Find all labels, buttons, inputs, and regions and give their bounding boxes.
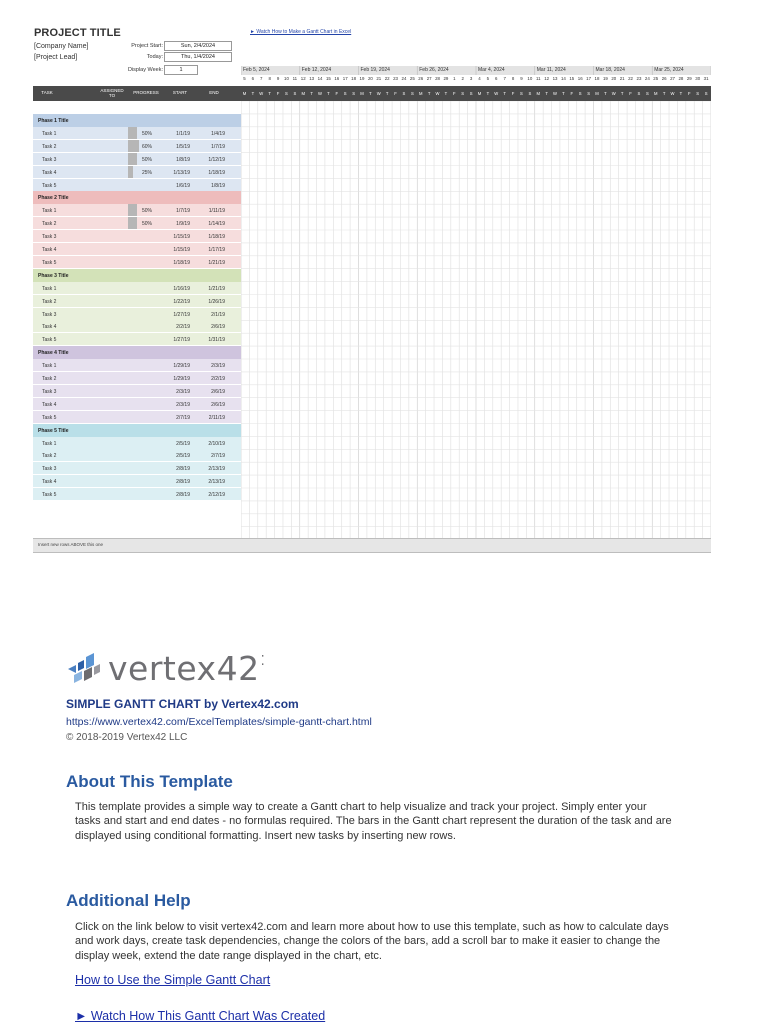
progress-value: 50% xyxy=(141,208,152,215)
day-number: 6 xyxy=(495,76,498,81)
start-date: 2/7/19 xyxy=(176,414,190,421)
display-week-field[interactable]: 1 xyxy=(164,65,198,75)
watch-video-link[interactable]: ► Watch How to Make a Gantt Chart in Excel xyxy=(250,29,352,35)
task-name: Task 2 xyxy=(42,221,57,228)
day-letter: M xyxy=(595,91,599,96)
day-letter: M xyxy=(301,91,305,96)
day-number: 24 xyxy=(401,76,407,81)
task-name: Task 4 xyxy=(42,401,57,408)
task-name: Task 5 xyxy=(42,182,57,189)
day-letter: W xyxy=(318,91,322,96)
week-label: Feb 19, 2024 xyxy=(360,67,390,73)
project-title: PROJECT TITLE xyxy=(34,27,121,39)
day-number: 25 xyxy=(653,76,659,81)
start-date: 2/8/19 xyxy=(176,466,190,473)
logo-wordmark: vertex42 xyxy=(108,648,260,688)
day-letter: M xyxy=(242,91,247,96)
task-name: Task 5 xyxy=(42,492,57,499)
day-letter: T xyxy=(604,91,607,96)
day-number: 3 xyxy=(469,76,473,81)
end-date: 2/6/19 xyxy=(211,388,225,395)
task-row[interactable] xyxy=(33,359,241,372)
day-number: 31 xyxy=(703,76,709,81)
day-letter: T xyxy=(503,91,506,96)
day-number: 20 xyxy=(367,76,373,81)
end-date: 1/4/19 xyxy=(211,130,225,137)
task-row[interactable] xyxy=(33,449,241,462)
day-number: 30 xyxy=(695,76,701,81)
project-lead: [Project Lead] xyxy=(34,54,78,61)
task-name: Task 1 xyxy=(42,285,57,292)
day-number: 8 xyxy=(511,76,515,81)
day-letter: M xyxy=(360,91,364,96)
day-letter: T xyxy=(327,91,330,96)
day-number: 15 xyxy=(569,76,575,81)
day-letter: F xyxy=(335,91,339,96)
task-row[interactable] xyxy=(33,140,241,153)
vertex42-logo xyxy=(66,648,265,688)
start-date: 1/15/19 xyxy=(173,247,190,253)
phase-row[interactable] xyxy=(33,114,241,127)
progress-column-header: PROGRESS xyxy=(133,90,159,96)
day-number: 12 xyxy=(300,76,306,81)
end-date: 1/7/19 xyxy=(211,143,225,150)
company-name: [Company Name] xyxy=(34,43,89,50)
column-header-row xyxy=(33,86,711,101)
end-date: 2/11/19 xyxy=(208,414,225,421)
day-number: 23 xyxy=(393,76,398,81)
start-date: 2/5/19 xyxy=(176,453,190,460)
day-number: 14 xyxy=(317,76,323,81)
task-name: Task 1 xyxy=(42,208,57,215)
day-letter: M xyxy=(654,91,658,96)
week-label: Mar 4, 2024 xyxy=(478,67,505,73)
day-number: 27 xyxy=(670,76,675,81)
phase-title: Phase 5 Title xyxy=(38,427,69,434)
task-row[interactable] xyxy=(33,372,241,385)
task-row[interactable] xyxy=(33,333,241,346)
day-letter: T xyxy=(562,91,565,96)
day-number: 26 xyxy=(661,76,667,81)
day-letter: S xyxy=(343,91,347,96)
end-date: 1/17/19 xyxy=(208,247,225,253)
start-date: 1/27/19 xyxy=(173,337,190,344)
start-date: 1/18/19 xyxy=(173,259,190,266)
day-letter: S xyxy=(528,91,532,96)
day-number: 26 xyxy=(418,76,424,81)
end-date: 2/6/19 xyxy=(211,324,225,331)
start-date: 1/29/19 xyxy=(173,363,190,370)
week-label: Feb 5, 2024 xyxy=(243,67,270,73)
task-row[interactable] xyxy=(33,462,241,475)
start-date: 2/8/19 xyxy=(176,492,190,499)
logo-mark-icon xyxy=(66,651,102,685)
day-letter: W xyxy=(494,91,499,96)
day-number: 4 xyxy=(478,76,481,81)
task-name: Task 2 xyxy=(42,376,57,382)
day-letter: T xyxy=(620,91,624,96)
day-letter: M xyxy=(419,91,423,96)
task-row[interactable] xyxy=(33,437,241,450)
end-date: 2/13/19 xyxy=(208,479,225,486)
phase-row[interactable] xyxy=(33,346,241,359)
day-number: 29 xyxy=(686,76,692,81)
start-column-header: START xyxy=(172,90,188,96)
day-number: 24 xyxy=(644,76,650,81)
day-number: 7 xyxy=(260,76,263,81)
start-date: 1/1/19 xyxy=(176,130,190,137)
day-letter: S xyxy=(587,91,590,96)
day-letter: T xyxy=(427,91,431,96)
watch-created-link[interactable]: ► Watch How This Gantt Chart Was Created xyxy=(75,1009,326,1023)
week-label: Mar 11, 2024 xyxy=(536,67,566,73)
end-column-header: END xyxy=(209,90,219,96)
task-name: Task 1 xyxy=(42,440,57,447)
day-letter: T xyxy=(679,91,683,96)
phase-title: Phase 3 Title xyxy=(38,272,69,279)
day-letter: W xyxy=(435,91,440,96)
brand-title: SIMPLE GANTT CHART by Vertex42.com xyxy=(66,697,299,711)
day-letter: S xyxy=(402,91,406,96)
task-name: Task 4 xyxy=(42,324,57,331)
end-date: 1/21/19 xyxy=(208,259,225,266)
day-number: 28 xyxy=(435,76,440,81)
task-row[interactable] xyxy=(33,308,241,321)
task-name: Task 1 xyxy=(42,363,57,370)
end-date: 1/21/19 xyxy=(208,285,225,292)
task-row[interactable] xyxy=(33,295,241,308)
start-date: 1/7/19 xyxy=(176,208,190,215)
end-date: 2/6/19 xyxy=(211,401,225,408)
day-letter: F xyxy=(453,91,456,96)
task-row[interactable] xyxy=(33,320,241,333)
day-number: 16 xyxy=(334,76,340,81)
copyright-text: © 2018-2019 Vertex42 LLC xyxy=(66,732,188,743)
brand-url-link[interactable]: https://www.vertex42.com/ExcelTemplates/simple-gantt-chart.html xyxy=(66,716,372,728)
progress-value: 50% xyxy=(141,221,152,228)
insert-rows-note: Insert new rows ABOVE this one xyxy=(38,542,104,547)
end-date: 2/7/19 xyxy=(211,453,225,460)
day-letter: T xyxy=(310,91,313,96)
end-date: 2/12/19 xyxy=(208,492,225,499)
start-date: 1/13/19 xyxy=(173,169,190,176)
day-letter: W xyxy=(376,91,381,96)
task-name: Task 5 xyxy=(42,414,57,421)
end-date: 1/14/19 xyxy=(208,221,225,228)
today-field[interactable]: Thu, 1/4/2024 xyxy=(164,52,232,62)
day-letter: T xyxy=(662,91,666,96)
day-number: 7 xyxy=(503,76,506,81)
day-number: 5 xyxy=(486,76,490,81)
start-date: 1/5/19 xyxy=(176,143,190,150)
day-letter: F xyxy=(570,91,574,96)
start-date: 1/27/19 xyxy=(173,311,190,318)
day-letter: T xyxy=(486,91,490,96)
start-date: 1/16/19 xyxy=(173,285,190,292)
start-date: 1/22/19 xyxy=(173,298,190,305)
start-date: 1/15/19 xyxy=(173,234,190,241)
end-date: 1/11/19 xyxy=(208,208,225,215)
day-letter: S xyxy=(293,91,297,96)
day-letter: S xyxy=(285,91,288,96)
day-letter: S xyxy=(352,91,355,96)
phase-title: Phase 2 Title xyxy=(38,195,69,202)
day-number: 2 xyxy=(461,76,464,81)
day-letter: W xyxy=(611,91,616,96)
day-number: 18 xyxy=(351,76,357,81)
day-letter: F xyxy=(276,91,280,96)
day-letter: T xyxy=(545,91,548,96)
task-row[interactable] xyxy=(33,230,241,243)
day-number: 20 xyxy=(611,76,617,81)
day-number: 6 xyxy=(251,76,255,81)
task-name: Task 3 xyxy=(42,156,57,163)
day-number: 9 xyxy=(520,76,523,81)
task-row[interactable] xyxy=(33,166,241,179)
task-row[interactable] xyxy=(33,204,241,217)
day-letter: W xyxy=(670,91,675,96)
day-letter: T xyxy=(444,91,448,96)
day-letter: F xyxy=(629,91,632,96)
day-number: 22 xyxy=(628,76,633,81)
display-week-label: Display Week: xyxy=(127,67,163,73)
phase-title: Phase 1 Title xyxy=(38,118,69,124)
task-name: Task 3 xyxy=(42,388,57,395)
day-number: 21 xyxy=(619,76,625,81)
progress-value: 50% xyxy=(141,130,152,137)
task-name: Task 1 xyxy=(42,130,57,137)
day-number: 19 xyxy=(602,76,608,81)
day-number: 21 xyxy=(376,76,382,81)
day-number: 9 xyxy=(276,76,280,81)
day-number: 11 xyxy=(535,76,541,81)
task-row[interactable] xyxy=(33,475,241,488)
day-letter: T xyxy=(385,91,389,96)
start-date: 2/3/19 xyxy=(176,388,190,395)
task-row[interactable] xyxy=(33,179,241,192)
about-paragraph: This template provides a simple way to create a Gantt chart to help visualize and track your project. Simply enter your tasks and start and end dates - no formulas required. The bars in the Gantt chart represent the duration of the task and are displayed using conditional formatting. Insert new tasks by inserting new rows. xyxy=(75,801,672,842)
logo-dot-icon: ⁚ xyxy=(260,653,265,668)
week-label: Feb 12, 2024 xyxy=(301,67,332,73)
day-number: 17 xyxy=(342,76,348,81)
task-row[interactable] xyxy=(33,398,241,411)
day-letter: S xyxy=(410,91,414,96)
task-row[interactable] xyxy=(33,385,241,398)
help-paragraph: Click on the link below to visit vertex42.com and learn more about how to use this template, such as how to calculate days and work days, create task dependencies, change the colors of the bars, add a scroll bar to make it easier to change the display week, extend the date range displayed in the chart, etc. xyxy=(75,921,669,962)
assigned-column-header: ASSIGNED TO xyxy=(100,87,124,98)
gantt-grid xyxy=(241,101,711,553)
end-date: 2/13/19 xyxy=(208,466,225,473)
phase-title: Phase 4 Title xyxy=(38,350,69,357)
task-column-header: TASK xyxy=(41,90,53,96)
task-name: Task 2 xyxy=(42,453,57,460)
phase-row[interactable] xyxy=(33,269,241,282)
end-date: 2/3/19 xyxy=(211,363,225,370)
start-date: 1/6/19 xyxy=(176,182,190,189)
task-name: Task 5 xyxy=(42,259,57,266)
task-name: Task 5 xyxy=(42,337,57,344)
task-row[interactable] xyxy=(33,256,241,269)
day-number: 15 xyxy=(325,76,331,81)
start-date: 1/9/19 xyxy=(176,221,190,228)
timeline-header xyxy=(241,66,711,86)
start-date: 2/3/19 xyxy=(176,401,190,408)
day-number: 8 xyxy=(268,76,271,81)
phase-row[interactable] xyxy=(33,191,241,204)
day-letter: S xyxy=(637,91,641,96)
progress-value: 60% xyxy=(141,143,152,150)
end-date: 1/18/19 xyxy=(208,234,225,241)
end-date: 1/26/19 xyxy=(208,298,225,305)
insert-row-band xyxy=(33,538,711,553)
day-letter: M xyxy=(477,91,482,96)
day-number: 18 xyxy=(594,76,600,81)
week-label: Mar 18, 2024 xyxy=(595,67,625,73)
day-number: 13 xyxy=(552,76,558,81)
task-name: Task 4 xyxy=(42,169,57,176)
task-name: Task 4 xyxy=(42,247,57,253)
task-row[interactable] xyxy=(33,411,241,424)
task-name: Task 2 xyxy=(42,143,57,150)
day-number: 11 xyxy=(292,76,298,81)
project-start-label: Project Start: xyxy=(131,43,163,49)
day-letter: S xyxy=(645,91,649,96)
end-date: 1/12/19 xyxy=(208,156,225,163)
phase-row[interactable] xyxy=(33,424,241,437)
end-date: 2/2/19 xyxy=(211,376,225,382)
progress-value: 25% xyxy=(141,169,152,176)
day-letter: M xyxy=(536,91,540,96)
end-date: 1/8/19 xyxy=(211,182,225,189)
day-letter: F xyxy=(394,91,397,96)
day-letter: W xyxy=(259,91,264,96)
task-name: Task 4 xyxy=(42,479,57,486)
end-date: 2/1/19 xyxy=(211,311,225,318)
day-number: 14 xyxy=(560,76,566,81)
task-row[interactable] xyxy=(33,488,241,501)
day-number: 10 xyxy=(527,76,533,81)
day-number: 5 xyxy=(243,76,246,81)
start-date: 1/29/19 xyxy=(173,376,190,382)
day-number: 28 xyxy=(678,76,684,81)
task-name: Task 3 xyxy=(42,311,57,318)
end-date: 1/18/19 xyxy=(208,169,225,176)
day-number: 10 xyxy=(284,76,289,81)
day-letter: T xyxy=(268,91,271,96)
how-to-use-link[interactable]: How to Use the Simple Gantt Chart xyxy=(75,973,271,987)
day-number: 22 xyxy=(384,76,390,81)
day-letter: W xyxy=(553,91,557,96)
start-date: 2/2/19 xyxy=(176,324,190,331)
day-number: 16 xyxy=(577,76,583,81)
task-row[interactable] xyxy=(33,127,241,140)
start-date: 1/8/19 xyxy=(176,156,190,163)
task-name: Task 2 xyxy=(42,298,57,305)
day-number: 29 xyxy=(443,76,449,81)
task-name: Task 3 xyxy=(42,466,57,473)
start-date: 2/8/19 xyxy=(176,479,190,486)
week-label: Feb 26, 2024 xyxy=(419,67,449,73)
week-label: Mar 25, 2024 xyxy=(654,67,684,73)
day-number: 19 xyxy=(359,76,365,81)
progress-value: 50% xyxy=(141,156,152,163)
task-row[interactable] xyxy=(33,243,241,256)
day-number: 12 xyxy=(544,76,550,81)
day-number: 13 xyxy=(309,76,315,81)
day-number: 1 xyxy=(453,76,456,81)
day-letter: T xyxy=(369,91,372,96)
day-letter: S xyxy=(696,91,700,96)
day-letter: F xyxy=(511,91,515,96)
task-row[interactable] xyxy=(33,153,241,166)
help-heading: Additional Help xyxy=(66,891,191,910)
day-letter: S xyxy=(704,91,708,96)
day-letter: S xyxy=(469,91,473,96)
day-number: 27 xyxy=(426,76,432,81)
end-date: 1/31/19 xyxy=(208,337,225,344)
end-date: 2/10/19 xyxy=(208,440,225,447)
day-letter: S xyxy=(461,91,465,96)
day-letter: F xyxy=(688,91,691,96)
day-number: 17 xyxy=(586,76,592,81)
start-date: 2/5/19 xyxy=(176,440,190,447)
task-row[interactable] xyxy=(33,217,241,230)
day-number: 23 xyxy=(636,76,642,81)
project-start-field[interactable]: Sun, 2/4/2024 xyxy=(164,41,232,51)
task-name: Task 3 xyxy=(42,234,57,241)
day-number: 25 xyxy=(409,76,415,81)
day-letter: S xyxy=(578,91,582,96)
today-label: Today: xyxy=(146,54,163,60)
about-heading: About This Template xyxy=(66,772,233,791)
day-letter: T xyxy=(251,91,255,96)
task-row[interactable] xyxy=(33,282,241,295)
day-letter: S xyxy=(520,91,523,96)
